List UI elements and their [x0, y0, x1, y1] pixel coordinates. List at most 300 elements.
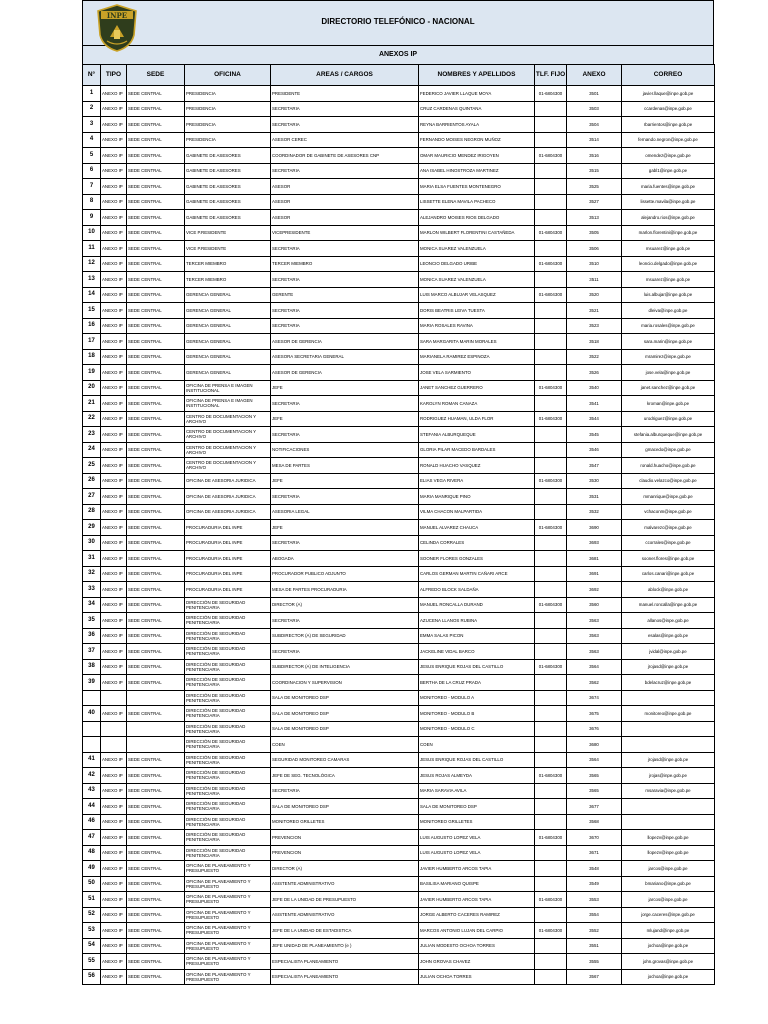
- row-nombre: OMAR MAURICIO MENDEZ IRIGOYEN: [419, 148, 535, 164]
- title-banner: [82, 0, 714, 46]
- row-oficina: DIRECCIÓN DE SEGURIDAD PENITENCIARIA: [185, 737, 271, 753]
- row-sede: SEDE CENTRAL: [127, 675, 185, 691]
- row-nombre: MARIA ELSA FUENTES MONTENEGRO: [419, 179, 535, 195]
- row-tipo: ANEXO IP: [101, 768, 127, 784]
- row-tlf: 01-6804300: [535, 287, 567, 303]
- table-row: [83, 349, 715, 365]
- row-number: 54: [83, 938, 101, 954]
- row-area: ASESORA SECRETARIA GENERAL: [271, 349, 419, 365]
- row-nombre: BASILISA MARIANO QUISPE: [419, 876, 535, 892]
- row-sede: [127, 690, 185, 706]
- row-anexo: 3554: [567, 907, 622, 923]
- table-row: [83, 520, 715, 536]
- row-oficina: GABINETE DE ASESORES: [185, 210, 271, 226]
- row-number: 55: [83, 954, 101, 970]
- row-sede: SEDE CENTRAL: [127, 861, 185, 877]
- row-sede: SEDE CENTRAL: [127, 845, 185, 861]
- table-row: [83, 706, 715, 722]
- row-area: NOTIFICACIONES: [271, 442, 419, 458]
- row-area: ASESOR: [271, 194, 419, 210]
- row-tipo: ANEXO IP: [101, 876, 127, 892]
- row-correo: jrojasd@inpe.gob.pe: [622, 752, 715, 768]
- row-anexo: 3691: [567, 566, 622, 582]
- table-row: [83, 163, 715, 179]
- row-oficina: DIRECCIÓN DE SEGURIDAD PENITENCIARIA: [185, 706, 271, 722]
- row-anexo: 3565: [567, 768, 622, 784]
- row-correo: msuarez@inpe.gob.pe: [622, 241, 715, 257]
- row-nombre: REYNA BARRIENTOS AYALA: [419, 117, 535, 133]
- row-area: JEFE DE SEG. TECNOLÓGICA: [271, 768, 419, 784]
- row-sede: SEDE CENTRAL: [127, 458, 185, 474]
- row-nombre: MARCOS ANTONIO LUJAN DEL CARPIO: [419, 923, 535, 939]
- row-correo: kroman@inpe.gob.pe: [622, 396, 715, 412]
- row-sede: SEDE CENTRAL: [127, 876, 185, 892]
- row-correo: marlon.florentini@inpe.gob.pe: [622, 225, 715, 241]
- row-number: 35: [83, 613, 101, 629]
- row-oficina: OFICINA DE PLANEAMIENTO Y PRESUPUESTO: [185, 954, 271, 970]
- table-row: [83, 427, 715, 443]
- row-correo: gabl1@inpe.gob.pe: [622, 163, 715, 179]
- table-row: [83, 923, 715, 939]
- row-area: PROCURADOR PUBLICO ADJUNTO: [271, 566, 419, 582]
- row-nombre: CARLOS GERMAN MARTIN CAÑARI ARCE: [419, 566, 535, 582]
- row-number: 24: [83, 442, 101, 458]
- row-area: SALA DE MONITOREO DSP: [271, 690, 419, 706]
- row-area: MESA DE PARTES PROCURADURIA: [271, 582, 419, 598]
- row-correo: msaravia@inpe.gob.pe: [622, 783, 715, 799]
- row-oficina: PROCURADURIA DEL INPE: [185, 551, 271, 567]
- row-number: 21: [83, 396, 101, 412]
- row-area: VICEPRESIDENTE: [271, 225, 419, 241]
- row-number: 7: [83, 179, 101, 195]
- row-anexo: 3675: [567, 706, 622, 722]
- row-oficina: GABINETE DE ASESORES: [185, 179, 271, 195]
- col-header-areas: AREAS / CARGOS: [271, 65, 419, 86]
- row-area: SECRETARIA: [271, 163, 419, 179]
- row-nombre: STEFANIA ALBURQUEQUE: [419, 427, 535, 443]
- row-oficina: OFICINA DE PLANEAMIENTO Y PRESUPUESTO: [185, 861, 271, 877]
- row-oficina: OFICINA DE PLANEAMIENTO Y PRESUPUESTO: [185, 923, 271, 939]
- row-area: ASISTENTE ADMINISTRATIVO: [271, 907, 419, 923]
- row-oficina: DIRECCIÓN DE SEGURIDAD PENITENCIARIA: [185, 675, 271, 691]
- row-correo: fernando.negron@inpe.gob.pe: [622, 132, 715, 148]
- row-correo: monitoreo@inpe.gob.pe: [622, 706, 715, 722]
- row-anexo: 3563: [567, 613, 622, 629]
- row-number: 22: [83, 411, 101, 427]
- row-oficina: DIRECCIÓN DE SEGURIDAD PENITENCIARIA: [185, 752, 271, 768]
- row-sede: SEDE CENTRAL: [127, 768, 185, 784]
- row-oficina: OFICINA DE ASESORIA JURIDICA: [185, 489, 271, 505]
- row-area: SECRETARIA: [271, 644, 419, 660]
- row-oficina: VICE P.RESIDENTE: [185, 225, 271, 241]
- row-area: ASESOR: [271, 210, 419, 226]
- row-tipo: [101, 721, 127, 737]
- row-sede: SEDE CENTRAL: [127, 907, 185, 923]
- row-tlf: [535, 582, 567, 598]
- row-number: 49: [83, 861, 101, 877]
- row-anexo: 3525: [567, 179, 622, 195]
- table-row: [83, 334, 715, 350]
- table-row: [83, 442, 715, 458]
- row-anexo: 3548: [567, 861, 622, 877]
- row-tipo: ANEXO IP: [101, 179, 127, 195]
- row-oficina: OFICINA DE PLANEAMIENTO Y PRESUPUESTO: [185, 892, 271, 908]
- row-correo: jrojas@inpe.gob.pe: [622, 768, 715, 784]
- table-row: [83, 489, 715, 505]
- table-row: [83, 845, 715, 861]
- row-area: SECRETARIA: [271, 303, 419, 319]
- row-number: 37: [83, 644, 101, 660]
- row-number: 16: [83, 318, 101, 334]
- row-area: PRESIDENTE: [271, 86, 419, 102]
- row-number: 10: [83, 225, 101, 241]
- table-row: [83, 194, 715, 210]
- row-tlf: [535, 551, 567, 567]
- row-area: SECRETARIA: [271, 101, 419, 117]
- row-nombre: JESUS ENRIQUE ROJAS DEL CASTILLO: [419, 752, 535, 768]
- row-anexo: 3565: [567, 783, 622, 799]
- page-title: DIRECTORIO TELEFÓNICO - NACIONAL: [321, 17, 475, 26]
- row-tipo: ANEXO IP: [101, 504, 127, 520]
- row-sede: SEDE CENTRAL: [127, 597, 185, 613]
- row-nombre: MARIA ROSALES RAVINA: [419, 318, 535, 334]
- row-sede: [127, 737, 185, 753]
- table-row: [83, 783, 715, 799]
- row-anexo: 3504: [567, 117, 622, 133]
- row-sede: SEDE CENTRAL: [127, 520, 185, 536]
- row-nombre: MARIA SARAVIA AVILA: [419, 783, 535, 799]
- row-tipo: ANEXO IP: [101, 799, 127, 815]
- row-nombre: JACKELINE VIDAL BARCO: [419, 644, 535, 660]
- row-nombre: MONICA SUAREZ VALENZUELA: [419, 241, 535, 257]
- row-anexo: 3546: [567, 442, 622, 458]
- row-sede: SEDE CENTRAL: [127, 551, 185, 567]
- row-tlf: 01-6804300: [535, 380, 567, 396]
- row-area: JEFE DE LA UNIDAD DE ESTADISTICA: [271, 923, 419, 939]
- table-header-row: [83, 65, 715, 86]
- row-nombre: MANUEL RONCALLA DURAND: [419, 597, 535, 613]
- row-number: 51: [83, 892, 101, 908]
- row-area: JEFE DE LA UNIDAD DE PRESUPUESTO: [271, 892, 419, 908]
- row-sede: SEDE CENTRAL: [127, 101, 185, 117]
- row-correo: jarcos@inpe.gob.pe: [622, 861, 715, 877]
- table-row: [83, 752, 715, 768]
- row-oficina: DIRECCIÓN DE SEGURIDAD PENITENCIARIA: [185, 597, 271, 613]
- row-anexo: 3515: [567, 163, 622, 179]
- row-tlf: [535, 272, 567, 288]
- table-row: [83, 318, 715, 334]
- row-nombre: COEN: [419, 737, 535, 753]
- row-sede: SEDE CENTRAL: [127, 365, 185, 381]
- row-oficina: DIRECCIÓN DE SEGURIDAD PENITENCIARIA: [185, 659, 271, 675]
- row-area: JEFE: [271, 380, 419, 396]
- row-tipo: ANEXO IP: [101, 783, 127, 799]
- row-number: 2: [83, 101, 101, 117]
- row-anexo: 3563: [567, 628, 622, 644]
- table-row: [83, 132, 715, 148]
- row-oficina: OFICINA DE PLANEAMIENTO Y PRESUPUESTO: [185, 907, 271, 923]
- row-area: ABOGADA: [271, 551, 419, 567]
- row-tipo: ANEXO IP: [101, 613, 127, 629]
- row-correo: jrojasd@inpe.gob.pe: [622, 659, 715, 675]
- row-area: SECRETARIA: [271, 396, 419, 412]
- row-number: [83, 690, 101, 706]
- row-correo: jvidal@inpe.gob.pe: [622, 644, 715, 660]
- directory-page: [82, 0, 714, 985]
- directory-table: [82, 64, 715, 985]
- row-correo: bdelacruz@inpe.gob.pe: [622, 675, 715, 691]
- row-tipo: ANEXO IP: [101, 938, 127, 954]
- row-number: 52: [83, 907, 101, 923]
- row-nombre: JESUS ENRIQUE ROJAS DEL CASTILLO: [419, 659, 535, 675]
- row-nombre: LUIS AUGUSTO LOPEZ VELA: [419, 830, 535, 846]
- row-nombre: JAVIER HUMBERTO ARCOS TAPIA: [419, 892, 535, 908]
- row-number: 41: [83, 752, 101, 768]
- row-tipo: ANEXO IP: [101, 907, 127, 923]
- row-sede: SEDE CENTRAL: [127, 380, 185, 396]
- table-row: [83, 628, 715, 644]
- row-tipo: ANEXO IP: [101, 365, 127, 381]
- row-nombre: ALFREDO BLOCK SALDAÑA: [419, 582, 535, 598]
- row-area: ESPECIALISTA PLANEAMIENTO: [271, 954, 419, 970]
- row-area: TERCER MIEMBRO: [271, 256, 419, 272]
- row-tlf: [535, 845, 567, 861]
- row-anexo: 3693: [567, 535, 622, 551]
- row-oficina: OFICINA DE ASESORIA JURIDICA: [185, 504, 271, 520]
- row-tipo: ANEXO IP: [101, 411, 127, 427]
- row-correo: mramirez@inpe.gob.pe: [622, 349, 715, 365]
- row-correo: jorge.caceres@inpe.gob.pe: [622, 907, 715, 923]
- row-nombre: MONITOREO - MODULO B: [419, 706, 535, 722]
- row-nombre: JOSE VELA SARMIENTO: [419, 365, 535, 381]
- row-oficina: DIRECCIÓN DE SEGURIDAD PENITENCIARIA: [185, 799, 271, 815]
- row-tipo: ANEXO IP: [101, 845, 127, 861]
- row-number: 31: [83, 551, 101, 567]
- row-tipo: ANEXO IP: [101, 225, 127, 241]
- row-anexo: 3523: [567, 318, 622, 334]
- row-anexo: 3568: [567, 814, 622, 830]
- row-anexo: 3690: [567, 520, 622, 536]
- row-tipo: ANEXO IP: [101, 520, 127, 536]
- row-nombre: EMMA SALAS PICON: [419, 628, 535, 644]
- row-nombre: SOONER FLORES GONZALES: [419, 551, 535, 567]
- table-row: [83, 814, 715, 830]
- table-row: [83, 675, 715, 691]
- row-tipo: ANEXO IP: [101, 830, 127, 846]
- row-correo: llopezv@inpe.gob.pe: [622, 845, 715, 861]
- row-anexo: 3547: [567, 458, 622, 474]
- table-row: [83, 272, 715, 288]
- row-nombre: MONICA SUAREZ VALENZUELA: [419, 272, 535, 288]
- row-oficina: PRESIDENCIA: [185, 132, 271, 148]
- row-tipo: ANEXO IP: [101, 644, 127, 660]
- row-anexo: 3501: [567, 86, 622, 102]
- row-nombre: RONALD HUACHO VASQUEZ: [419, 458, 535, 474]
- row-sede: SEDE CENTRAL: [127, 504, 185, 520]
- row-number: 43: [83, 783, 101, 799]
- row-anexo: 3563: [567, 644, 622, 660]
- row-oficina: GERENCIA GENERAL: [185, 287, 271, 303]
- col-header-nombres: NOMBRES Y APELLIDOS: [419, 65, 535, 86]
- row-nombre: JESUS ROJAS ALMEYDA: [419, 768, 535, 784]
- row-correo: msuarez@inpe.gob.pe: [622, 272, 715, 288]
- row-correo: ccorrales@inpe.gob.pe: [622, 535, 715, 551]
- row-tlf: [535, 737, 567, 753]
- row-tipo: [101, 690, 127, 706]
- table-row: [83, 458, 715, 474]
- table-row: [83, 690, 715, 706]
- row-sede: SEDE CENTRAL: [127, 179, 185, 195]
- row-number: 42: [83, 768, 101, 784]
- row-tlf: [535, 427, 567, 443]
- row-anexo: 3532: [567, 504, 622, 520]
- row-area: MONITOREO GRILLETES: [271, 814, 419, 830]
- row-tipo: ANEXO IP: [101, 427, 127, 443]
- row-area: SECRETARIA: [271, 427, 419, 443]
- table-row: [83, 954, 715, 970]
- row-tlf: [535, 210, 567, 226]
- row-number: 25: [83, 458, 101, 474]
- row-tipo: ANEXO IP: [101, 659, 127, 675]
- row-anexo: 3670: [567, 830, 622, 846]
- row-correo: jochoa@inpe.gob.pe: [622, 969, 715, 985]
- row-tlf: 01-6804300: [535, 830, 567, 846]
- row-number: 32: [83, 566, 101, 582]
- row-correo: omendez@inpe.gob.pe: [622, 148, 715, 164]
- row-oficina: TERCER MIEMBRO: [185, 272, 271, 288]
- row-correo: ccardenas@inpe.gob.pe: [622, 101, 715, 117]
- row-tlf: [535, 442, 567, 458]
- row-sede: SEDE CENTRAL: [127, 132, 185, 148]
- row-area: JEFE: [271, 411, 419, 427]
- row-tlf: [535, 535, 567, 551]
- table-row: [83, 241, 715, 257]
- row-oficina: DIRECCIÓN DE SEGURIDAD PENITENCIARIA: [185, 628, 271, 644]
- row-area: ESPECIALISTA PLANEAMIENTO: [271, 969, 419, 985]
- row-tlf: [535, 349, 567, 365]
- row-anexo: 3511: [567, 272, 622, 288]
- table-row: [83, 830, 715, 846]
- row-correo: jarcos@inpe.gob.pe: [622, 892, 715, 908]
- row-nombre: KAROLYN ROMAN CANAZA: [419, 396, 535, 412]
- row-tlf: [535, 117, 567, 133]
- row-correo: dleiva@inpe.gob.pe: [622, 303, 715, 319]
- row-tipo: ANEXO IP: [101, 194, 127, 210]
- table-row: [83, 644, 715, 660]
- row-number: 27: [83, 489, 101, 505]
- row-sede: SEDE CENTRAL: [127, 954, 185, 970]
- table-row: [83, 566, 715, 582]
- row-area: JEFE: [271, 520, 419, 536]
- row-sede: SEDE CENTRAL: [127, 938, 185, 954]
- table-row: [83, 380, 715, 396]
- row-oficina: CENTRO DE DOCUMENTACION Y ARCHIVO: [185, 442, 271, 458]
- table-row: [83, 876, 715, 892]
- row-oficina: DIRECCIÓN DE SEGURIDAD PENITENCIARIA: [185, 613, 271, 629]
- row-tlf: 01-6804300: [535, 148, 567, 164]
- row-oficina: OFICINA DE PLANEAMIENTO Y PRESUPUESTO: [185, 938, 271, 954]
- row-area: SECRETARIA: [271, 535, 419, 551]
- row-tlf: [535, 179, 567, 195]
- row-number: 33: [83, 582, 101, 598]
- row-nombre: MANUEL ALVAREZ CHAUCA: [419, 520, 535, 536]
- row-sede: SEDE CENTRAL: [127, 659, 185, 675]
- row-tipo: ANEXO IP: [101, 303, 127, 319]
- row-tlf: [535, 489, 567, 505]
- row-tlf: [535, 814, 567, 830]
- row-sede: SEDE CENTRAL: [127, 225, 185, 241]
- row-number: 53: [83, 923, 101, 939]
- table-row: [83, 907, 715, 923]
- row-anexo: 3553: [567, 892, 622, 908]
- row-area: SALA DE MONITOREO DSP: [271, 721, 419, 737]
- row-oficina: GABINETE DE ASESORES: [185, 148, 271, 164]
- row-anexo: 3674: [567, 690, 622, 706]
- row-area: ASESOR: [271, 179, 419, 195]
- row-correo: manuel.roncalla@inpe.gob.pe: [622, 597, 715, 613]
- row-tipo: ANEXO IP: [101, 256, 127, 272]
- row-nombre: CRUZ CARDENAS QUINTANA: [419, 101, 535, 117]
- row-number: 26: [83, 473, 101, 489]
- col-header-correo: CORREO: [622, 65, 715, 86]
- row-tlf: [535, 318, 567, 334]
- row-nombre: LISSETTE ELENA MAVILA PACHECO: [419, 194, 535, 210]
- row-oficina: OFICINA DE PRENSA E IMAGEN INSTITUCIONAL: [185, 380, 271, 396]
- row-anexo: 3540: [567, 380, 622, 396]
- row-number: 11: [83, 241, 101, 257]
- row-correo: [622, 690, 715, 706]
- row-sede: SEDE CENTRAL: [127, 628, 185, 644]
- table-row: [83, 179, 715, 195]
- row-nombre: FEDERICO JAVIER LLAQUE MOYA: [419, 86, 535, 102]
- row-nombre: MARLON WILBERT FLORENTINI CASTAÑEDA: [419, 225, 535, 241]
- row-tlf: [535, 396, 567, 412]
- row-area: SECRETARIA: [271, 489, 419, 505]
- row-number: 23: [83, 427, 101, 443]
- row-anexo: 3567: [567, 969, 622, 985]
- row-anexo: 3564: [567, 752, 622, 768]
- row-oficina: OFICINA DE ASESORIA JURIDICA: [185, 473, 271, 489]
- row-nombre: BERTHA DE LA CRUZ PRADA: [419, 675, 535, 691]
- row-anexo: 3551: [567, 938, 622, 954]
- row-oficina: PROCURADURIA DEL INPE: [185, 566, 271, 582]
- row-tipo: ANEXO IP: [101, 969, 127, 985]
- row-anexo: 3541: [567, 396, 622, 412]
- row-number: 29: [83, 520, 101, 536]
- row-tipo: ANEXO IP: [101, 272, 127, 288]
- row-tipo: [101, 737, 127, 753]
- svg-text:INPE: INPE: [106, 11, 128, 20]
- row-oficina: OFICINA DE PLANEAMIENTO Y PRESUPUESTO: [185, 969, 271, 985]
- row-area: SECRETARIA: [271, 241, 419, 257]
- row-tlf: [535, 783, 567, 799]
- row-area: SECRETARIA: [271, 117, 419, 133]
- row-tlf: 01-6804300: [535, 892, 567, 908]
- row-oficina: GERENCIA GENERAL: [185, 318, 271, 334]
- row-number: 18: [83, 349, 101, 365]
- row-sede: SEDE CENTRAL: [127, 148, 185, 164]
- row-anexo: 3681: [567, 551, 622, 567]
- row-nombre: JOHN GROVAS CHAVEZ: [419, 954, 535, 970]
- row-tipo: ANEXO IP: [101, 101, 127, 117]
- row-correo: maria.rosales@inpe.gob.pe: [622, 318, 715, 334]
- row-sede: SEDE CENTRAL: [127, 489, 185, 505]
- row-tipo: ANEXO IP: [101, 597, 127, 613]
- row-sede: SEDE CENTRAL: [127, 86, 185, 102]
- row-number: 8: [83, 194, 101, 210]
- table-row: [83, 582, 715, 598]
- row-number: 19: [83, 365, 101, 381]
